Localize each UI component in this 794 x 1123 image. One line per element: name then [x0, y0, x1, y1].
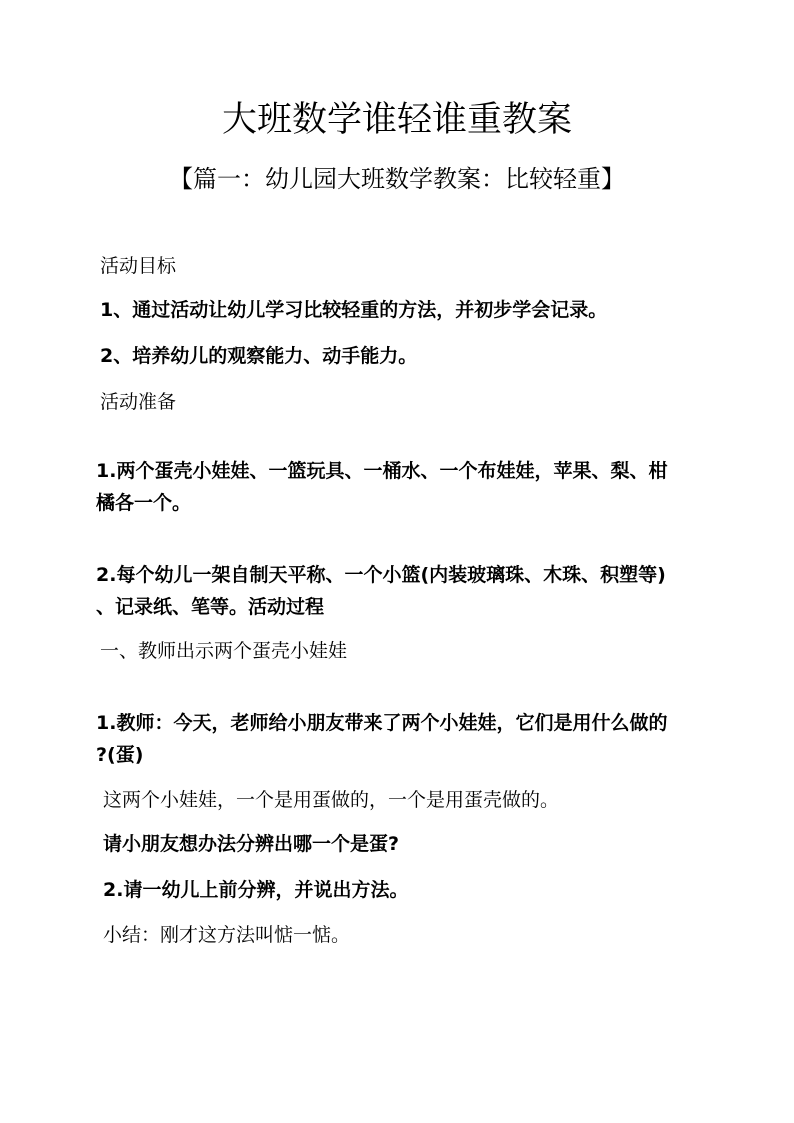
- paragraph-prep-1-line-1: 1.两个蛋壳小娃娃、一篮玩具、一桶水、一个布娃娃，苹果、梨、柑: [96, 460, 668, 482]
- document-title: 大班数学谁轻谁重教案: [221, 100, 572, 140]
- section-heading-goals: 活动目标: [100, 255, 177, 277]
- paragraph-prep-2-line-1: 2.每个幼儿一架自制天平称、一个小篮(内装玻璃珠、木珠、积塑等): [96, 564, 666, 586]
- paragraph-teacher-line-2: ?(蛋): [96, 744, 144, 766]
- paragraph-step-2: 2.请一幼儿上前分辨，并说出方法。: [103, 879, 409, 901]
- paragraph-dolls: 这两个小娃娃，一个是用蛋做的，一个是用蛋壳做的。: [103, 789, 560, 811]
- paragraph-teacher-line-1: 1.教师：今天，老师给小朋友带来了两个小娃娃，它们是用什么做的: [96, 712, 668, 734]
- paragraph-summary: 小结：刚才这方法叫惦一惦。: [103, 924, 351, 946]
- paragraph-goal-2: 2、培养幼儿的观察能力、动手能力。: [100, 345, 418, 367]
- paragraph-prep-2-line-2: 、记录纸、笔等。活动过程: [96, 596, 325, 618]
- paragraph-question: 请小朋友想办法分辨出哪一个是蛋?: [103, 833, 400, 855]
- paragraph-goal-1: 1、通过活动让幼儿学习比较轻重的方法，并初步学会记录。: [100, 299, 608, 321]
- section-heading-step-1: 一、教师出示两个蛋壳小娃娃: [100, 640, 348, 662]
- document-subtitle: 【篇一：幼儿园大班数学教案：比较轻重】: [169, 165, 625, 193]
- section-heading-prep: 活动准备: [100, 391, 177, 413]
- paragraph-prep-1-line-2: 橘各一个。: [96, 492, 192, 514]
